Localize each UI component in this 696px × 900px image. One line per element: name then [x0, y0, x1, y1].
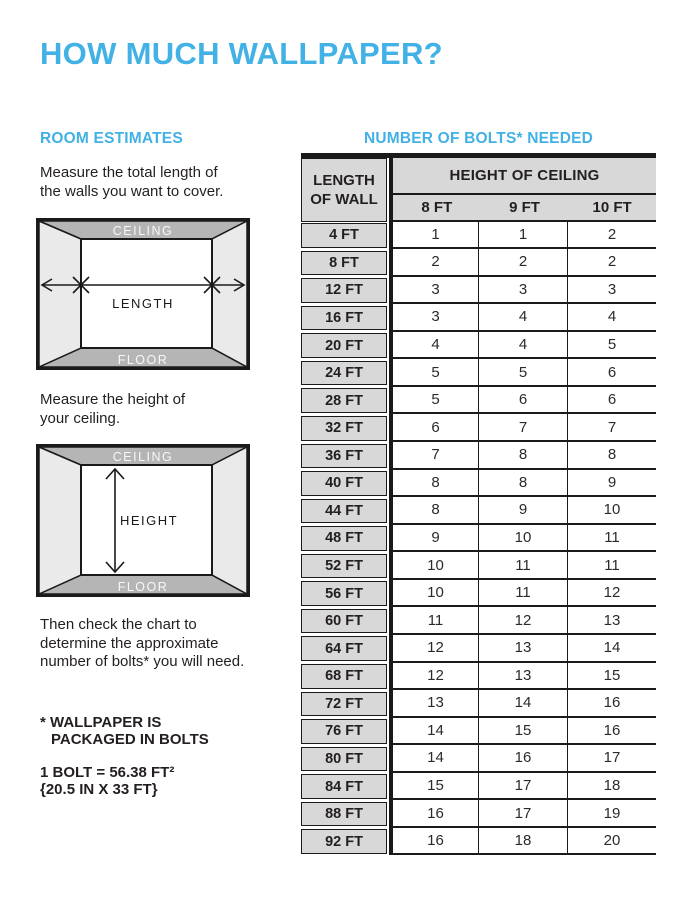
wall-length-cell [301, 306, 387, 331]
bolts-cell-8ft: 6 [389, 414, 478, 442]
wall-length-value: 24 FT [325, 365, 363, 382]
wall-length-value: 8 FT [329, 254, 359, 271]
bolts-cell-8ft: 14 [389, 745, 478, 773]
table-row [301, 552, 656, 580]
table-row [301, 277, 656, 305]
bolts-cell-10ft: 8 [567, 442, 656, 470]
right-wall-panel [212, 221, 247, 367]
instruction-chart [40, 616, 244, 672]
instruction-height-line2: your ceiling. [40, 409, 121, 427]
table-row [301, 414, 656, 442]
bolts-cell-9ft: 18 [478, 828, 567, 856]
wall-length-value: 80 FT [325, 750, 363, 767]
instruction-chart-line3: number of bolts* you will need. [40, 653, 245, 670]
wall-length-value: 92 FT [325, 833, 363, 850]
table-row [301, 222, 656, 250]
bolts-cell-8ft: 10 [389, 580, 478, 608]
bolts-cell-10ft: 2 [567, 222, 656, 250]
bolts-cell-9ft: 6 [478, 387, 567, 415]
height-measure-label: HEIGHT [119, 513, 179, 528]
wall-length-value: 64 FT [325, 640, 363, 657]
bolts-cell-10ft: 9 [567, 470, 656, 498]
bolts-cell-10ft: 7 [567, 414, 656, 442]
wall-length-value: 44 FT [325, 502, 363, 519]
wall-length-cell [301, 774, 387, 799]
column-header-10ft: 10 FT [592, 198, 632, 216]
bolts-cell-9ft: 11 [478, 580, 567, 608]
bolts-cell-9ft: 8 [478, 442, 567, 470]
table-row [301, 718, 656, 746]
bolts-cell-10ft: 3 [567, 277, 656, 305]
bolts-cell-9ft: 8 [478, 470, 567, 498]
bolts-cell-9ft: 13 [478, 635, 567, 663]
wallpaper-bolts-footnote [40, 714, 209, 748]
bolts-cell-9ft: 4 [478, 304, 567, 332]
wall-length-value: 84 FT [325, 778, 363, 795]
corner-header-line1: LENGTH [313, 171, 375, 189]
bolts-cell-9ft: 2 [478, 249, 567, 277]
bolts-cell-8ft: 16 [389, 828, 478, 856]
table-row [301, 580, 656, 608]
table-row [301, 249, 656, 277]
floor-label: FLOOR [117, 353, 169, 367]
wall-length-cell [301, 692, 387, 717]
instruction-length [40, 164, 223, 201]
bolts-cell-10ft: 5 [567, 332, 656, 360]
bolts-cell-8ft: 2 [389, 249, 478, 277]
wall-length-cell [301, 499, 387, 524]
bolts-cell-10ft: 15 [567, 663, 656, 691]
wall-length-value: 4 FT [329, 227, 359, 244]
wall-length-cell [301, 471, 387, 496]
wall-length-cell [301, 719, 387, 744]
bolt-size-note [40, 764, 174, 798]
instruction-chart-line2: determine the approximate [40, 634, 219, 652]
bolts-cell-10ft: 6 [567, 387, 656, 415]
page-title: HOW MUCH WALLPAPER? [40, 36, 443, 71]
wall-length-cell [301, 829, 387, 854]
room-length-svg [36, 218, 250, 370]
bolts-cell-10ft: 20 [567, 828, 656, 856]
instruction-height [40, 391, 185, 428]
bolts-cell-8ft: 16 [389, 800, 478, 828]
ceiling-height-columns [393, 195, 656, 222]
table-row [301, 359, 656, 387]
wall-length-value: 32 FT [325, 420, 363, 437]
wall-length-cell [301, 251, 387, 276]
bolts-cell-10ft: 16 [567, 690, 656, 718]
bolts-cell-9ft: 1 [478, 222, 567, 250]
table-row [301, 663, 656, 691]
bolts-cell-10ft: 11 [567, 525, 656, 553]
back-wall-panel [81, 239, 212, 348]
bolts-cell-10ft: 6 [567, 359, 656, 387]
bolt-size-line1: 1 BOLT = 56.38 FT² [40, 764, 175, 781]
wall-length-value: 88 FT [325, 806, 363, 823]
bolts-cell-10ft: 12 [567, 580, 656, 608]
room-length-diagram [36, 218, 250, 370]
wall-length-value: 56 FT [325, 585, 363, 602]
wall-length-cell [301, 802, 387, 827]
table-row [301, 442, 656, 470]
floor-label: FLOOR [117, 580, 169, 594]
bolts-cell-10ft: 18 [567, 773, 656, 801]
bolts-cell-10ft: 11 [567, 552, 656, 580]
height-of-ceiling-header: HEIGHT OF CEILING [393, 158, 656, 195]
wall-length-value: 60 FT [325, 613, 363, 630]
table-row [301, 525, 656, 553]
room-height-svg [36, 444, 250, 597]
left-wall-panel [39, 447, 81, 594]
bolts-needed-heading: NUMBER OF BOLTS* NEEDED [363, 130, 594, 147]
wall-length-cell [301, 223, 387, 248]
wall-length-cell [301, 526, 387, 551]
room-estimates-heading: ROOM ESTIMATES [40, 130, 183, 147]
bolts-cell-10ft: 10 [567, 497, 656, 525]
instruction-height-line1: Measure the height of [40, 391, 186, 408]
bolts-cell-9ft: 17 [478, 773, 567, 801]
bolts-table [301, 153, 656, 855]
instruction-chart-line1: Then check the chart to [40, 616, 197, 633]
bolts-cell-9ft: 16 [478, 745, 567, 773]
instruction-length-line1: Measure the total length of [40, 164, 218, 181]
wall-length-cell [301, 554, 387, 579]
table-row [301, 332, 656, 360]
table-row [301, 690, 656, 718]
table-row [301, 607, 656, 635]
column-header-9ft: 9 FT [509, 198, 540, 216]
wall-length-value: 72 FT [325, 695, 363, 712]
bolts-cell-9ft: 7 [478, 414, 567, 442]
bolts-cell-8ft: 5 [389, 359, 478, 387]
wall-length-value: 68 FT [325, 668, 363, 685]
wall-length-value: 28 FT [325, 392, 363, 409]
bolts-cell-8ft: 3 [389, 304, 478, 332]
bolts-cell-8ft: 12 [389, 663, 478, 691]
bolts-cell-8ft: 11 [389, 607, 478, 635]
bolts-cell-9ft: 12 [478, 607, 567, 635]
length-of-wall-header [301, 158, 387, 222]
bolts-cell-8ft: 7 [389, 442, 478, 470]
wall-length-cell [301, 416, 387, 441]
wall-length-cell [301, 333, 387, 358]
table-row [301, 497, 656, 525]
table-header [301, 158, 656, 222]
wall-length-value: 20 FT [325, 337, 363, 354]
bolts-cell-10ft: 19 [567, 800, 656, 828]
table-row [301, 304, 656, 332]
bolts-cell-10ft: 14 [567, 635, 656, 663]
table-row [301, 800, 656, 828]
bolts-cell-9ft: 10 [478, 525, 567, 553]
table-body [301, 222, 656, 856]
table-row [301, 828, 656, 856]
column-header-8ft: 8 FT [421, 198, 453, 216]
bolts-cell-8ft: 15 [389, 773, 478, 801]
wall-length-cell [301, 388, 387, 413]
bolts-cell-10ft: 4 [567, 304, 656, 332]
wall-length-cell [301, 444, 387, 469]
bolts-cell-9ft: 3 [478, 277, 567, 305]
bolts-cell-9ft: 17 [478, 800, 567, 828]
bolts-cell-8ft: 13 [389, 690, 478, 718]
wall-length-cell [301, 581, 387, 606]
left-wall-panel [39, 221, 81, 367]
bolt-size-line2: {20.5 IN X 33 FT} [40, 781, 158, 798]
table-row [301, 470, 656, 498]
wall-length-cell [301, 747, 387, 772]
wall-length-cell [301, 278, 387, 303]
ceiling-label: CEILING [112, 450, 174, 464]
bolts-cell-8ft: 12 [389, 635, 478, 663]
corner-header-line2: OF WALL [310, 190, 378, 208]
bolts-cell-8ft: 9 [389, 525, 478, 553]
bolts-cell-10ft: 17 [567, 745, 656, 773]
wall-length-cell [301, 609, 387, 634]
footnote-line2: PACKAGED IN BOLTS [51, 731, 209, 748]
table-row [301, 773, 656, 801]
bolts-cell-9ft: 4 [478, 332, 567, 360]
wall-length-value: 12 FT [325, 282, 363, 299]
bolts-cell-9ft: 11 [478, 552, 567, 580]
table-row [301, 387, 656, 415]
wall-length-value: 40 FT [325, 475, 363, 492]
bolts-cell-8ft: 8 [389, 470, 478, 498]
instruction-length-line2: the walls you want to cover. [40, 182, 224, 200]
wall-length-cell [301, 664, 387, 689]
wall-length-cell [301, 361, 387, 386]
wall-length-value: 76 FT [325, 723, 363, 740]
right-wall-panel [212, 447, 247, 594]
wall-length-cell [301, 636, 387, 661]
bolts-cell-9ft: 15 [478, 718, 567, 746]
wall-length-value: 48 FT [325, 530, 363, 547]
ceiling-label: CEILING [112, 224, 174, 238]
bolts-cell-10ft: 2 [567, 249, 656, 277]
wall-length-value: 52 FT [325, 558, 363, 575]
wall-length-value: 16 FT [325, 309, 363, 326]
bolts-cell-9ft: 5 [478, 359, 567, 387]
table-row [301, 635, 656, 663]
bolts-cell-8ft: 14 [389, 718, 478, 746]
length-measure-label: LENGTH [112, 296, 174, 311]
bolts-cell-10ft: 16 [567, 718, 656, 746]
bolts-cell-9ft: 13 [478, 663, 567, 691]
footnote-line1: * WALLPAPER IS [40, 714, 162, 731]
wall-length-value: 36 FT [325, 447, 363, 464]
bolts-cell-9ft: 14 [478, 690, 567, 718]
bolts-cell-9ft: 9 [478, 497, 567, 525]
bolts-cell-8ft: 1 [389, 222, 478, 250]
bolts-cell-8ft: 8 [389, 497, 478, 525]
bolts-cell-8ft: 10 [389, 552, 478, 580]
bolts-cell-8ft: 3 [389, 277, 478, 305]
ceiling-height-header-group [389, 158, 656, 222]
bolts-cell-8ft: 4 [389, 332, 478, 360]
room-height-diagram [36, 444, 250, 597]
bolts-cell-10ft: 13 [567, 607, 656, 635]
table-row [301, 745, 656, 773]
bolts-cell-8ft: 5 [389, 387, 478, 415]
